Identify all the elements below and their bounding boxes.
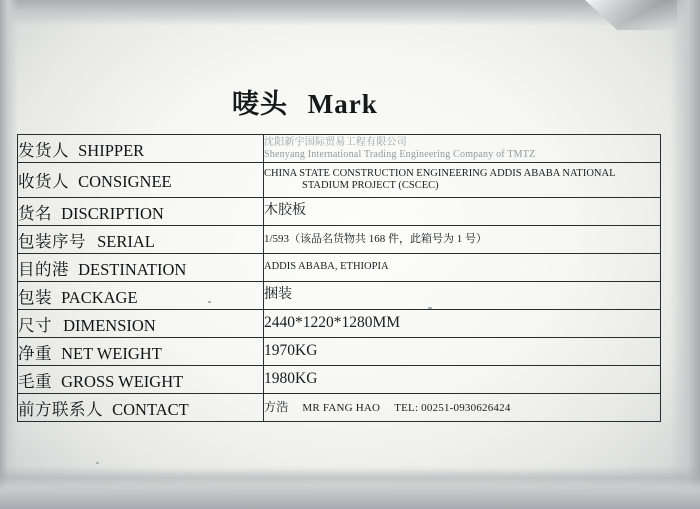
label-en: CONTACT — [112, 399, 189, 419]
row-value-shipper — [264, 135, 661, 163]
row-value-destination: ADDIS ABABA, ETHIOPIA — [264, 254, 661, 282]
table-row — [18, 135, 661, 163]
shipper-name-en: Shenyang International Trading Engineering Company of TMTZ — [264, 148, 536, 160]
page-edge-shadow-bottom — [0, 469, 700, 509]
label-en: PACKAGE — [61, 287, 138, 307]
table-row — [18, 394, 661, 422]
row-label-contact — [18, 394, 264, 422]
paper-crease-horizontal — [0, 466, 700, 486]
table-row — [18, 163, 661, 198]
table-row — [18, 366, 661, 394]
row-label-dimension — [18, 310, 264, 338]
contact-tel: TEL: 00251-0930626424 — [394, 402, 511, 415]
label-en: CONSIGNEE — [78, 172, 172, 191]
row-value-net-weight: 1970KG — [264, 338, 661, 366]
label-en: SERIAL — [97, 231, 155, 251]
label-cn: 收货人 — [18, 172, 69, 191]
row-label-discription — [18, 198, 264, 226]
table-row — [18, 338, 661, 366]
consignee-line-1: CHINA STATE CONSTRUCTION ENGINEERING ADDIS ABABA NATIONAL — [264, 167, 616, 179]
row-value-dimension: 2440*1220*1280MM — [264, 310, 661, 338]
row-label-destination — [18, 254, 264, 282]
label-cn: 包装序号 — [18, 231, 86, 251]
label-en: GROSS WEIGHT — [61, 371, 184, 391]
mark-table — [17, 134, 661, 422]
row-value-serial: 1/593（该品名货物共 168 件，此箱号为 1 号） — [264, 226, 661, 254]
label-cn: 前方联系人 — [18, 399, 103, 419]
row-label-gross-weight — [18, 366, 264, 394]
page-title — [232, 82, 378, 121]
contact-name-cn: 方浩 — [264, 400, 289, 415]
label-cn: 货名 — [18, 203, 52, 223]
label-cn: 包装 — [18, 287, 52, 307]
page-edge-shadow-top — [0, 0, 700, 26]
row-label-shipper — [18, 135, 264, 163]
table-row — [18, 310, 661, 338]
scan-speck — [96, 462, 99, 464]
row-value-package: 捆装 — [264, 282, 661, 310]
contact-name-en: MR FANG HAO — [302, 402, 381, 415]
label-cn: 毛重 — [18, 371, 52, 391]
page-edge-shadow-left — [0, 0, 18, 509]
table-row — [18, 198, 661, 226]
label-cn: 尺寸 — [18, 315, 52, 335]
page-edge-shadow-right — [670, 0, 700, 509]
table-row — [18, 282, 661, 310]
table-row — [18, 226, 661, 254]
label-cn: 目的港 — [18, 259, 69, 279]
table-row — [18, 254, 661, 282]
label-en: NET WEIGHT — [61, 343, 162, 363]
row-label-package — [18, 282, 264, 310]
row-label-net-weight — [18, 338, 264, 366]
page-title-cn: 唛头 — [232, 89, 288, 119]
label-cn: 净重 — [18, 343, 52, 363]
label-en: DISCRIPTION — [61, 203, 164, 223]
paper-fold-corner — [585, 0, 677, 30]
row-value-contact — [264, 394, 661, 422]
label-en: DESTINATION — [78, 259, 187, 279]
row-label-consignee — [18, 163, 264, 198]
row-value-consignee — [264, 163, 661, 198]
row-label-serial — [18, 226, 264, 254]
label-en: DIMENSION — [63, 315, 156, 335]
label-cn: 发货人 — [18, 140, 69, 160]
label-en: SHIPPER — [78, 140, 145, 160]
shipper-name-cn: 沈阳新宇国际贸易工程有限公司 — [264, 136, 407, 148]
row-value-gross-weight: 1980KG — [264, 366, 661, 394]
consignee-line-2: STADIUM PROJECT (CSCEC) — [302, 180, 439, 191]
row-value-discription: 木胶板 — [264, 198, 661, 226]
page-title-en: Mark — [307, 89, 378, 119]
